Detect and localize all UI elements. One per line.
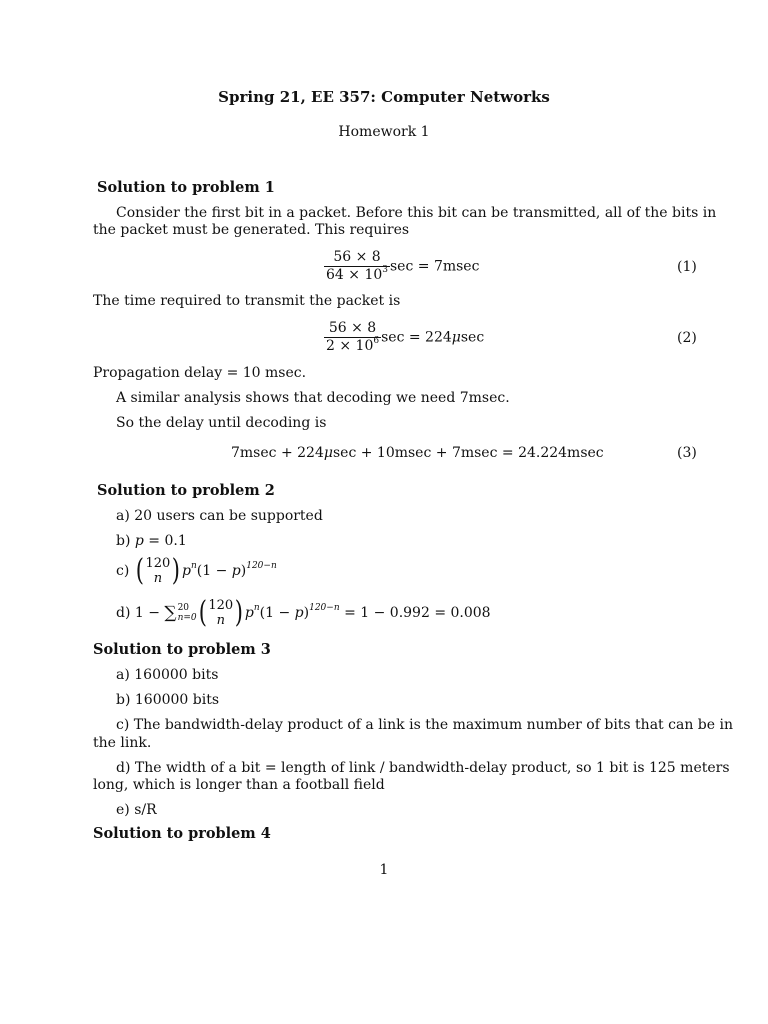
sum-lower: n=0 xyxy=(177,613,197,623)
p1-para3: Propagation delay = 10 msec. xyxy=(93,365,307,381)
d-exp: 120−n xyxy=(309,603,340,613)
p3-item-c-line1: c) The bandwidth-delay product of a link is the maximum number of bits that can be in xyxy=(116,717,733,733)
p1-para1-line2: the packet must be generated. This requires xyxy=(93,222,410,238)
d-p: p xyxy=(244,605,254,621)
eq3-part-b: sec + 10msec + 7msec = 24.224msec xyxy=(332,445,604,461)
d-close: ) xyxy=(303,605,310,621)
paren-left-d: ( xyxy=(198,595,207,630)
problem-2-heading: Solution to problem 2 xyxy=(97,482,275,499)
d-result: = 1 − 0.992 = 0.008 xyxy=(339,605,491,621)
eq1-fraction xyxy=(324,249,390,284)
eq3-mu: μ xyxy=(323,445,333,461)
eq3-part-a: 7msec + 224 xyxy=(231,445,324,461)
p3-item-e: e) s/R xyxy=(116,802,157,818)
p1-para1-line1: Consider the first bit in a packet. Before this bit can be transmitted, all of the bits in xyxy=(116,205,717,221)
p3-item-b: b) 160000 bits xyxy=(116,692,220,708)
p2-c-label: c) xyxy=(116,563,134,579)
eq1-rhs: sec = 7msec xyxy=(390,258,480,275)
p2-item-a: a) 20 users can be supported xyxy=(116,508,323,524)
p3-item-a: a) 160000 bits xyxy=(116,667,219,683)
eq2-label: (2) xyxy=(677,330,697,346)
summation xyxy=(164,603,196,623)
page-number: 1 xyxy=(379,862,389,878)
equation-3 xyxy=(231,445,604,461)
p2-item-b xyxy=(116,532,187,550)
p2-b-var: p xyxy=(134,533,144,549)
binom-bottom: n xyxy=(153,571,163,586)
problem-3-heading: Solution to problem 3 xyxy=(93,641,271,658)
d-mid: (1 − xyxy=(259,605,295,621)
p1-para2: The time required to transmit the packet is xyxy=(93,293,401,309)
paren-right-d: ) xyxy=(234,595,244,630)
p3-item-c-line2: the link. xyxy=(93,735,152,751)
problem-1-heading: Solution to problem 1 xyxy=(97,179,275,196)
p1-para4: A similar analysis shows that decoding we need 7msec. xyxy=(116,390,510,406)
p1-para5: So the delay until decoding is xyxy=(116,415,327,431)
problem-4-heading: Solution to problem 4 xyxy=(93,825,271,842)
sum-symbol: ∑ xyxy=(164,603,177,623)
binom-top: 120 xyxy=(145,556,171,571)
sum-upper: 20 xyxy=(177,603,190,613)
eq3-label: (3) xyxy=(677,445,697,461)
c-p-exp: n xyxy=(191,561,197,571)
c-mid: (1 − xyxy=(196,563,232,579)
p2-d-label: d) 1 − xyxy=(116,605,165,621)
document-subtitle: Homework 1 xyxy=(338,124,430,140)
paren-right: ) xyxy=(172,553,181,588)
eq1-label: (1) xyxy=(677,259,697,275)
binom-d-bottom: n xyxy=(216,613,225,628)
binomial-c xyxy=(134,553,182,588)
p2-b-rest: = 0.1 xyxy=(143,533,187,549)
equation-1 xyxy=(324,249,479,284)
eq2-denominator xyxy=(324,338,381,355)
eq2-numerator: 56 × 8 xyxy=(324,320,381,338)
binom-d-top: 120 xyxy=(208,598,234,613)
c-exp: 120−n xyxy=(246,561,277,571)
p2-item-d xyxy=(116,595,491,630)
eq1-den-base: 64 × 10 xyxy=(326,267,383,283)
eq1-den-exp: 3 xyxy=(382,265,388,275)
document-title: Spring 21, EE 357: Computer Networks xyxy=(218,88,550,106)
c-close: ) xyxy=(240,563,247,579)
paren-left: ( xyxy=(135,553,144,588)
eq2-rhs-b: sec xyxy=(460,329,485,346)
p3-item-d-line1: d) The width of a bit = length of link / bandwidth-delay product, so 1 bit is 125 meters xyxy=(116,760,730,776)
eq2-mu: μ xyxy=(451,329,461,346)
binomial-d xyxy=(197,595,245,630)
p2-b-label: b) xyxy=(116,533,135,549)
eq2-den-exp: 6 xyxy=(373,336,380,346)
eq1-denominator xyxy=(324,267,390,284)
c-p2: p xyxy=(231,563,241,579)
equation-2 xyxy=(324,320,484,355)
d-p-exp: n xyxy=(253,603,260,613)
eq2-den-base: 2 × 10 xyxy=(326,338,374,354)
p2-item-c xyxy=(116,553,277,588)
eq2-rhs-a: sec = 224 xyxy=(381,329,452,346)
eq1-numerator: 56 × 8 xyxy=(324,249,390,267)
c-p: p xyxy=(182,563,191,579)
p3-item-d-line2: long, which is longer than a football field xyxy=(93,777,385,793)
eq2-fraction xyxy=(324,320,381,355)
d-p2: p xyxy=(294,605,304,621)
